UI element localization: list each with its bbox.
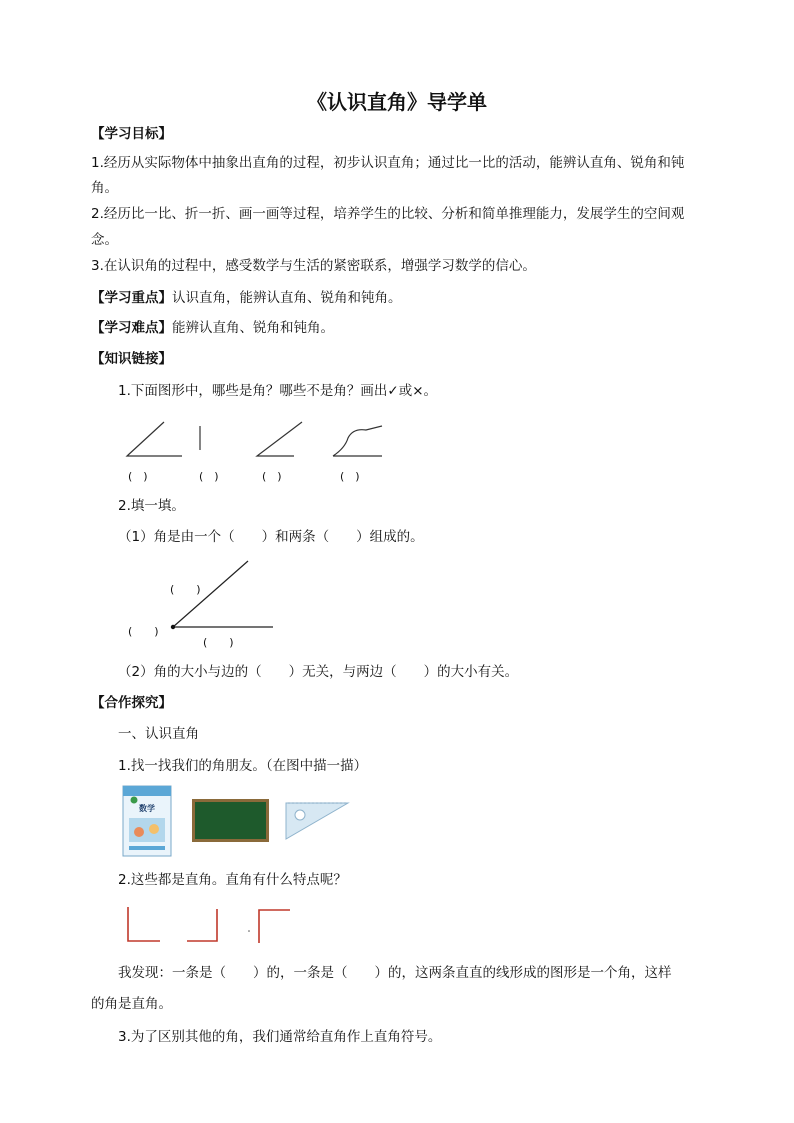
math-book-image [123,786,171,856]
knowledge-q2: 2.填一填。 [118,498,185,514]
dot-mark [248,930,250,932]
discovery-line-2: 的角是直角。 [91,996,172,1012]
right-angle-3 [259,910,290,943]
step1-pictures [120,784,370,864]
objective-1b: 角。 [91,180,118,196]
explore-step3: 3.为了区别其他的角，我们通常给直角作上直角符号。 [118,1029,442,1045]
diagram-blank-vertex[interactable]: ( ) [128,625,159,638]
right-angle-2 [187,909,217,941]
angle-vertex [171,625,175,629]
explore-part1: 一、认识直角 [118,726,199,742]
q1-blank-4[interactable]: ( ) [340,470,360,483]
q1-blank-3[interactable]: ( ) [262,470,282,483]
key-point [91,288,402,308]
key-point-label: 【学习重点】 [91,290,172,306]
figure-angle-b [257,422,302,456]
explore-step1: 1.找一找我们的角朋友。（在图中描一描） [118,758,368,774]
right-angle-1 [128,907,160,941]
q1-blank-2[interactable]: ( ) [199,470,219,483]
difficulty-label: 【学习难点】 [91,320,172,336]
difficulty-text: 能辨认直角、锐角和钝角。 [172,320,334,336]
q1-figures [120,420,400,460]
explore-step2: 2.这些都是直角。直角有什么特点呢？ [118,872,347,888]
figure-angle-a [127,422,182,456]
blackboard-image [192,799,269,842]
right-angle-examples [120,905,300,949]
knowledge-heading: 【知识链接】 [91,351,172,367]
book-title: 数学 [139,803,155,813]
objective-1a: 1.经历从实际物体中抽象出直角的过程，初步认识直角；通过比一比的活动，能辨认直角、锐角和钝 [91,155,685,171]
key-point-text: 认识直角，能辨认直角、锐角和钝角。 [172,290,402,306]
diagram-blank-lower[interactable]: ( ) [203,636,234,649]
page-title: 《认识直角》导学单 [307,90,487,114]
objective-3: 3.在认识角的过程中，感受数学与生活的紧密联系，增强学习数学的信心。 [91,258,536,274]
discovery-line-1: 我发现：一条是（ ）的，一条是（ ）的，这两条直直的线形成的图形是一个角，这样 [118,965,672,981]
q2-angle-diagram [165,558,295,638]
objective-2a: 2.经历比一比、折一折、画一画等过程，培养学生的比较、分析和简单推理能力，发展学生的空间观 [91,206,685,222]
knowledge-q2-1: （1）角是由一个（ ）和两条（ ）组成的。 [118,529,424,545]
difficulty [91,318,334,338]
knowledge-q1: 1.下面图形中，哪些是角？哪些不是角？画出✓或×。 [118,383,438,399]
explore-heading: 【合作探究】 [91,695,172,711]
q1-blank-1[interactable]: ( ) [128,470,148,483]
objective-2b: 念。 [91,232,118,248]
set-square-image [286,803,348,839]
figure-curved-line [333,426,382,456]
diagram-blank-side[interactable]: ( ) [170,583,201,596]
knowledge-q2-2: （2）角的大小与边的（ ）无关，与两边（ ）的大小有关。 [118,664,519,680]
objectives-heading: 【学习目标】 [91,126,172,142]
